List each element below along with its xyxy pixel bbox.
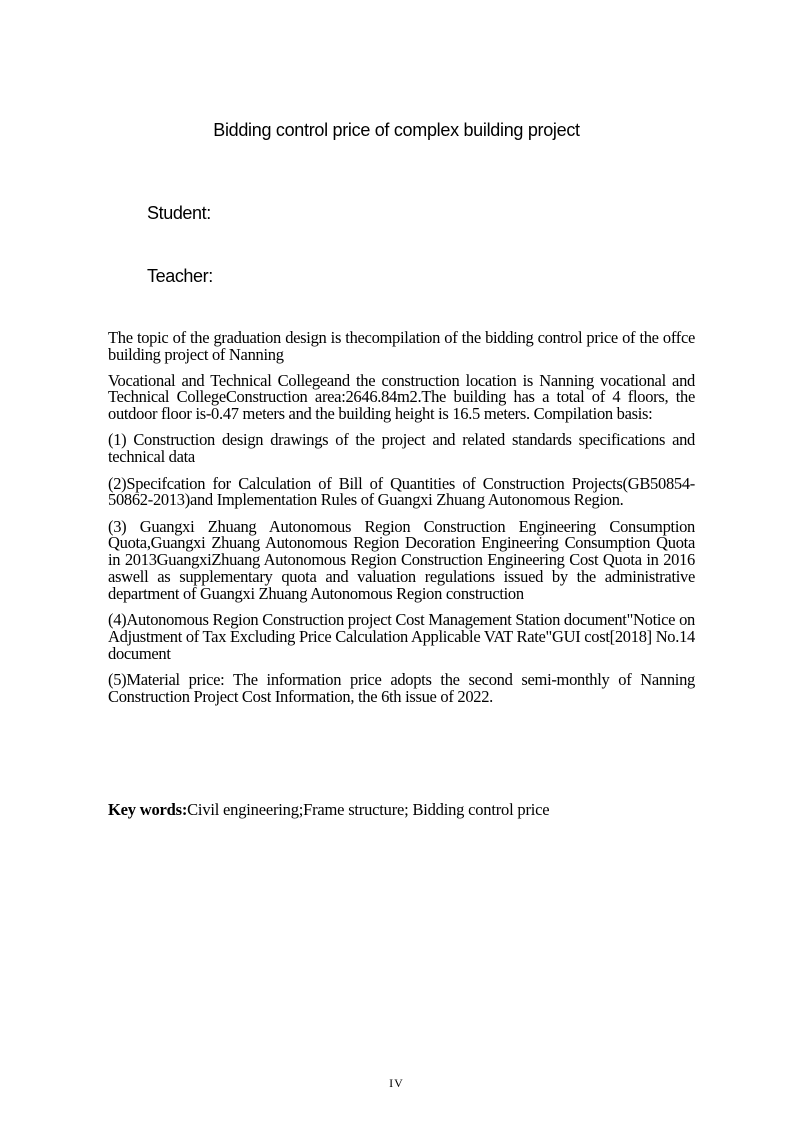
abstract-intro-paragraph-2: Vocational and Technical Collegeand the construction location is Nanning vocational and Technical CollegeConstruction area:2646.84m2.The building has a total of 4 floors, the outdoor floor is-0.47 meters and the building height is 16.5 meters. Compilation basis: bbox=[108, 370, 695, 424]
page-number: IV bbox=[389, 1076, 404, 1090]
keywords-text: Civil engineering;Frame structure; Bidding control price bbox=[187, 800, 550, 819]
abstract-intro-paragraph-1: The topic of the graduation design is thecompilation of the bidding control price of the offce building project of Nanning bbox=[108, 328, 695, 364]
compilation-basis-4: (4)Autonomous Region Construction project Cost Management Station document"Notice on Adjustment of Tax Excluding Price Calculation Applicable VAT Rate"GUI cost[2018] No.14 document bbox=[108, 610, 695, 663]
compilation-basis-5: (5)Material price: The information price adopts the second semi-monthly of Nanning Construction Project Cost Information, the 6th issue of 2022. bbox=[108, 670, 695, 706]
compilation-basis-1: (1) Construction design drawings of the project and related standards specifications and technical data bbox=[108, 430, 695, 467]
keywords-line bbox=[108, 800, 695, 820]
student-label: Student: bbox=[147, 203, 211, 223]
compilation-basis-2: (2)Specifcation for Calculation of Bill of Quantities of Construction Projects(GB50854-50862-2013)and Implementation Rules of Guangxi Zhuang Autonomous Region. bbox=[108, 473, 695, 510]
document-title: Bidding control price of complex building project bbox=[213, 120, 580, 140]
teacher-label: Teacher: bbox=[147, 266, 213, 286]
abstract-body bbox=[108, 330, 695, 715]
keywords-label: Key words: bbox=[108, 800, 188, 819]
compilation-basis-3: (3) Guangxi Zhuang Autonomous Region Construction Engineering Consumption Quota,Guangxi Zhuang Autonomous Region Decoration Engineering Consumption Quota in 2013GuangxiZhuang Autonomous Region Construction Engineering Cost Quota in 2016 aswell as supplementary quota and valuation regulations issued by the administrative department of Guangxi Zhuang Autonomous Region construction bbox=[108, 516, 695, 603]
